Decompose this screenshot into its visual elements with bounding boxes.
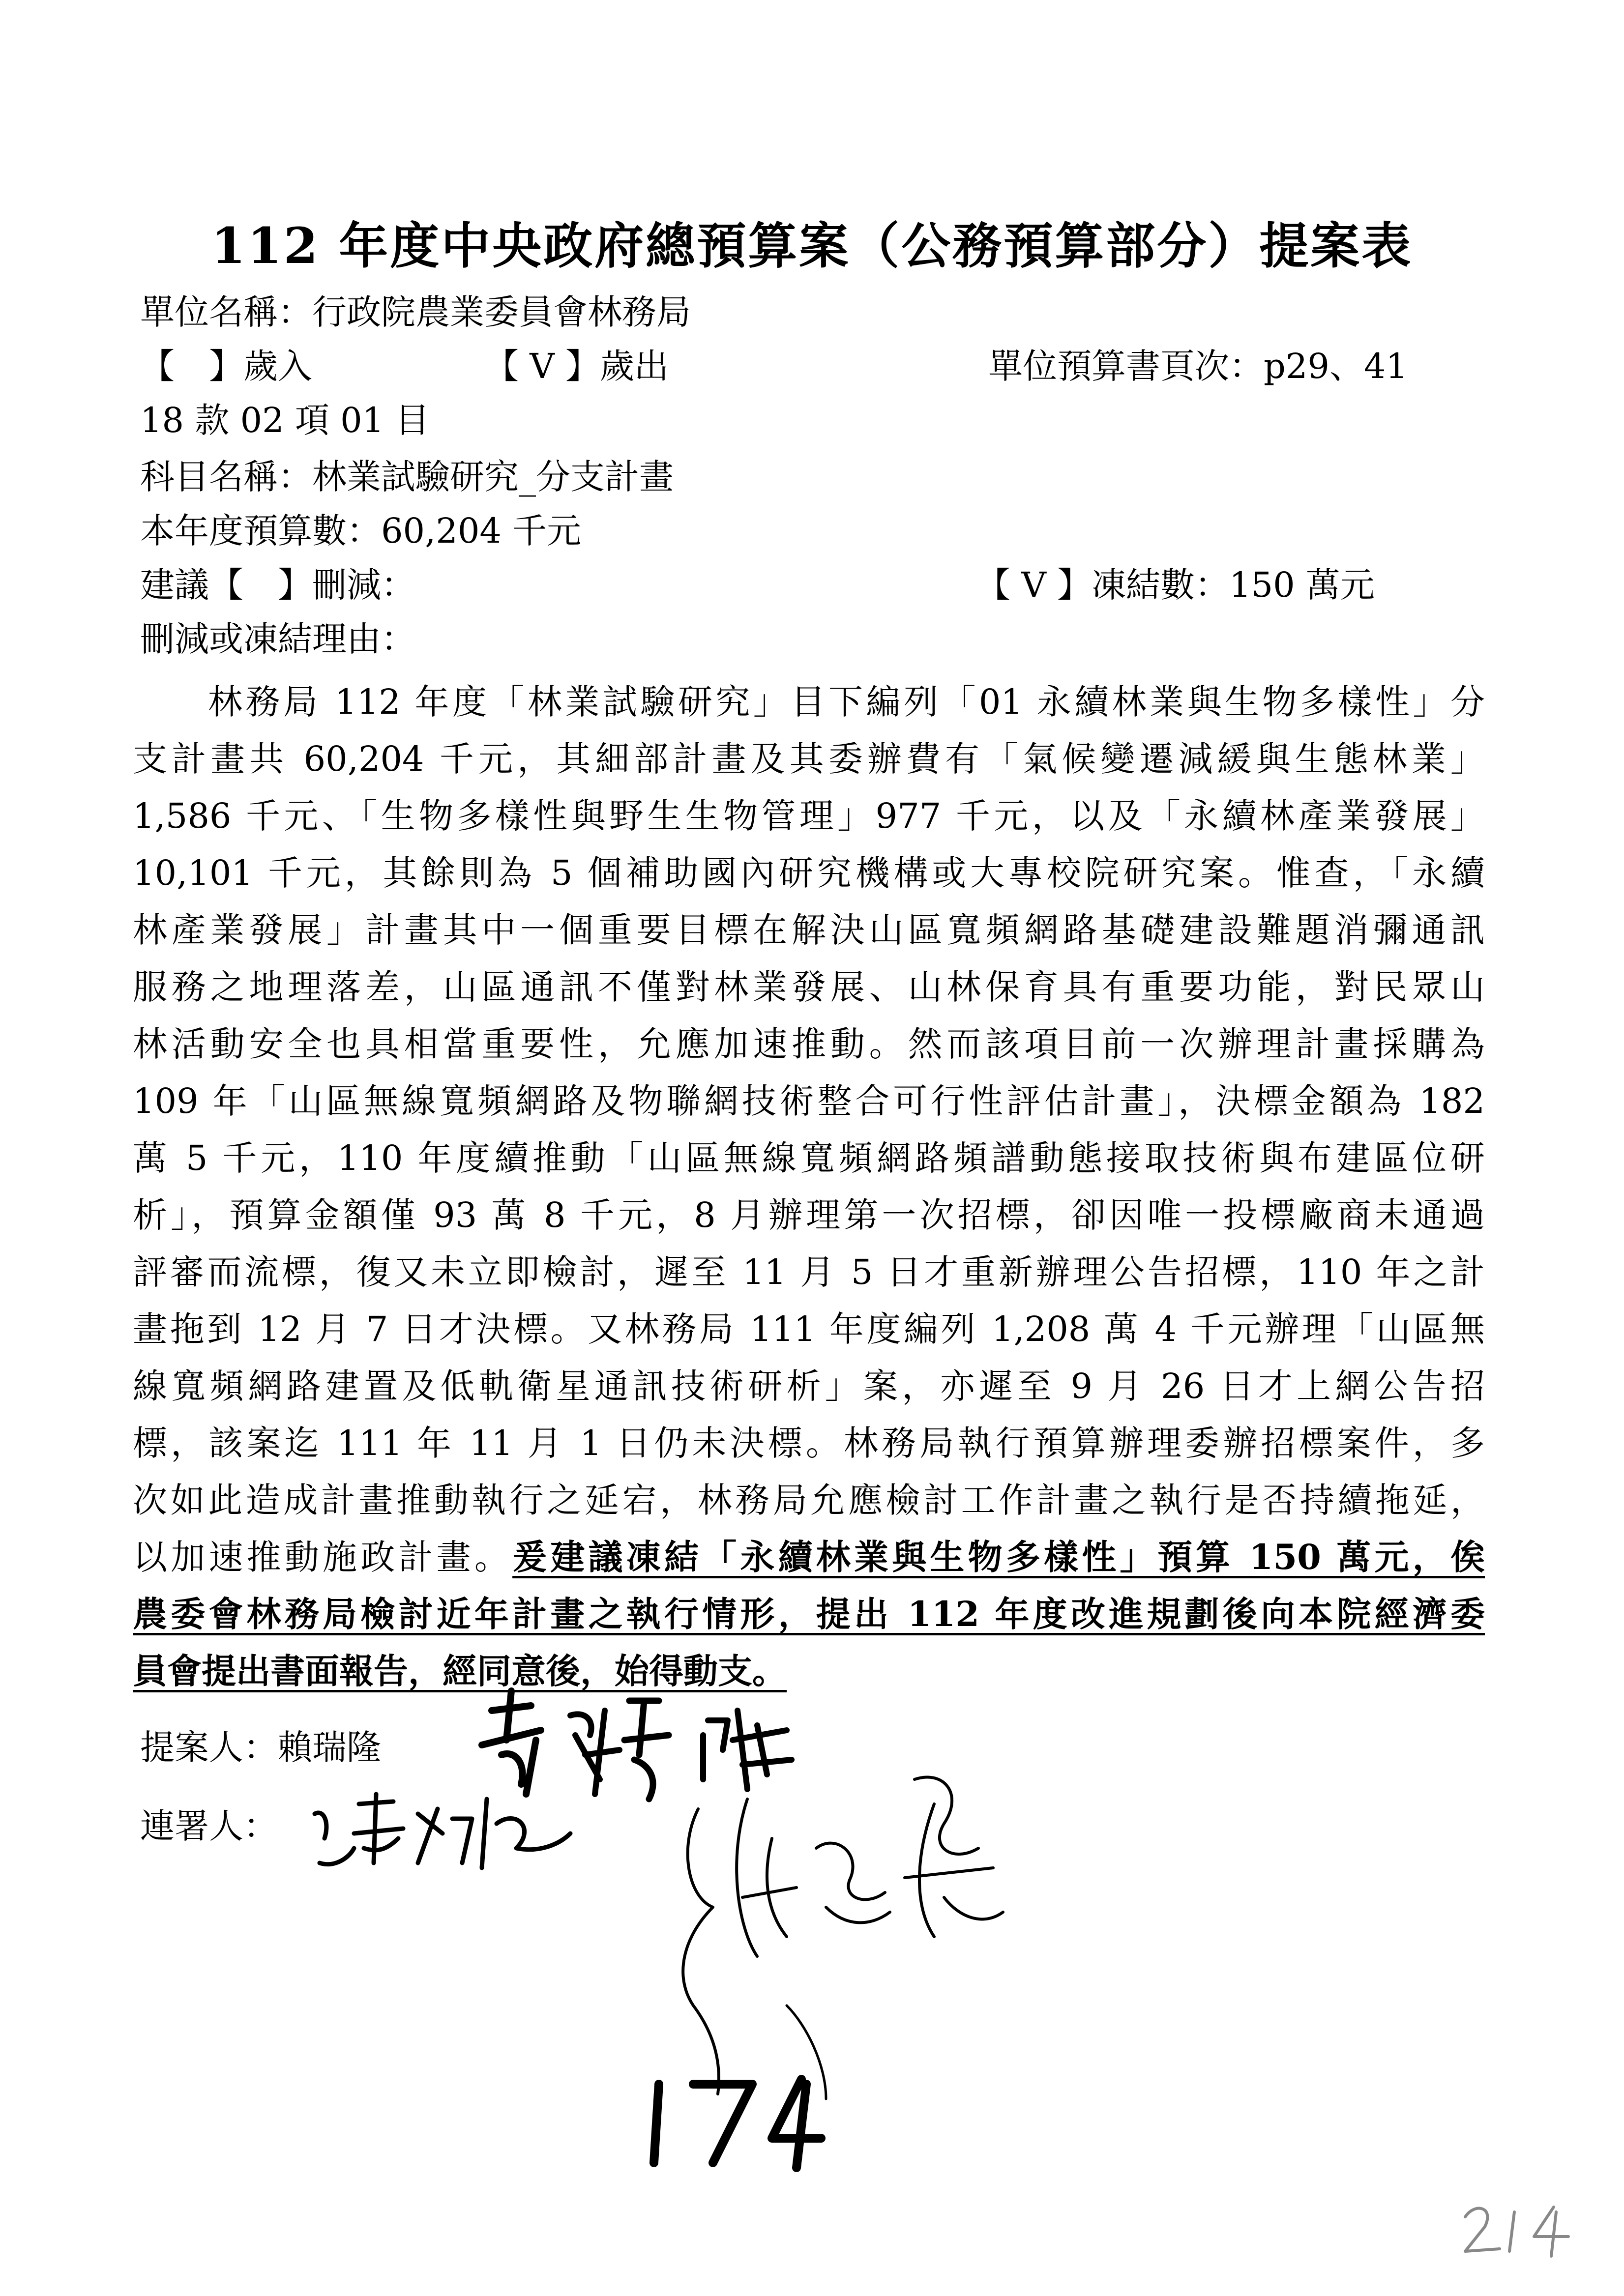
freeze-resolution-line: 農委會林務局檢討近年計畫之執行情形，提出 112 年度改進規劃後向本院經濟委 [133, 1594, 1485, 1634]
reason-line: 評審而流標，復又未立即檢討，遲至 11 月 5 日才重新辦理公告招標，110 年之計 [133, 1252, 1485, 1292]
reason-paragraph [133, 673, 1485, 1700]
suggestion-cut: 建議【 】刪減： [140, 565, 415, 605]
revenue-checkbox: 【 】歲入 [140, 346, 312, 386]
freeze-resolution-line: 員會提出書面報告，經同意後，始得動支。 [133, 1651, 787, 1691]
reason-line: 林活動安全也具相當重要性，允應加速推動。然而該項目前一次辦理計畫採購為 [133, 1024, 1485, 1064]
reason-line-mixed [133, 1529, 1485, 1586]
proposer-label: 提案人：賴瑞隆 [140, 1727, 381, 1768]
reason-line: 10,101 千元，其餘則為 5 個補助國內研究機構或大專校院研究案。惟查，「永續 [133, 853, 1485, 893]
reason-line: 林務局 112 年度「林業試驗研究」目下編列「01 永續林業與生物多樣性」分 [133, 682, 1485, 722]
reason-line: 標，該案迄 111 年 11 月 1 日仍未決標。林務局執行預算辦理委辦招標案件，多 [133, 1423, 1485, 1463]
reason-label: 刪減或凍結理由： [140, 619, 415, 659]
reason-line: 析」，預算金額僅 93 萬 8 千元，8 月辦理第一次招標，卻因唯一投標廠商未通過 [133, 1195, 1485, 1235]
cosigner-signature-1 [305, 1779, 580, 1888]
page-title: 112 年度中央政府總預算案（公務預算部分）提案表 [211, 217, 1413, 275]
reason-line: 萬 5 千元，110 年度續推動「山區無線寬頻網路頻譜動態接取技術與布建區位研 [133, 1138, 1485, 1178]
corner-page-number [1455, 2197, 1583, 2261]
freeze-resolution-start: 爰建議凍結「永續林業與生物多樣性」預算 150 萬元，俟 [512, 1537, 1485, 1577]
reason-line: 支計畫共 60,204 千元，其細部計畫及其委辦費有「氣候變遷減緩與生態林業」 [133, 739, 1485, 779]
reason-line: 線寬頻網路建置及低軌衛星通訊技術研析」案，亦遲至 9 月 26 日才上網公告招 [133, 1366, 1485, 1406]
reason-line: 109 年「山區無線寬頻網路及物聯網技術整合可行性評估計畫」，決標金額為 182 [133, 1081, 1485, 1121]
cosigner-signature-2 [639, 1750, 1013, 2104]
reason-line: 次如此造成計畫推動執行之延宕，林務局允應檢討工作計畫之執行是否持續拖延， [133, 1480, 1485, 1520]
suggestion-freeze: 【 V 】凍結數：150 萬元 [976, 565, 1375, 605]
budget-amount: 本年度預算數：60,204 千元 [140, 511, 582, 551]
cosigner-label: 連署人： [140, 1806, 278, 1846]
item-code: 18 款 02 項 01 目 [140, 400, 430, 440]
unit-name: 單位名稱：行政院農業委員會林務局 [140, 292, 691, 332]
reason-line: 畫拖到 12 月 7 日才決標。又林務局 111 年度編列 1,208 萬 4 千元辦理「山區無 [133, 1309, 1485, 1349]
expenditure-checkbox: 【 V 】歲出 [484, 346, 669, 386]
reason-line: 1,586 千元、「生物多樣性與野生生物管理」977 千元，以及「永續林產業發展」 [133, 796, 1485, 836]
handwritten-page-number [639, 2064, 836, 2173]
reason-line: 林產業發展」計畫其中一個重要目標在解決山區寬頻網路基礎建設難題消彌通訊 [133, 910, 1485, 950]
subject-name: 科目名稱：林業試驗研究_分支計畫 [140, 457, 674, 497]
reason-line-plain: 以加速推動施政計畫。 [133, 1537, 513, 1577]
reason-line: 服務之地理落差，山區通訊不僅對林業發展、山林保育具有重要功能，對民眾山 [133, 967, 1485, 1007]
budget-page-ref: 單位預算書頁次：p29、41 [988, 346, 1408, 386]
